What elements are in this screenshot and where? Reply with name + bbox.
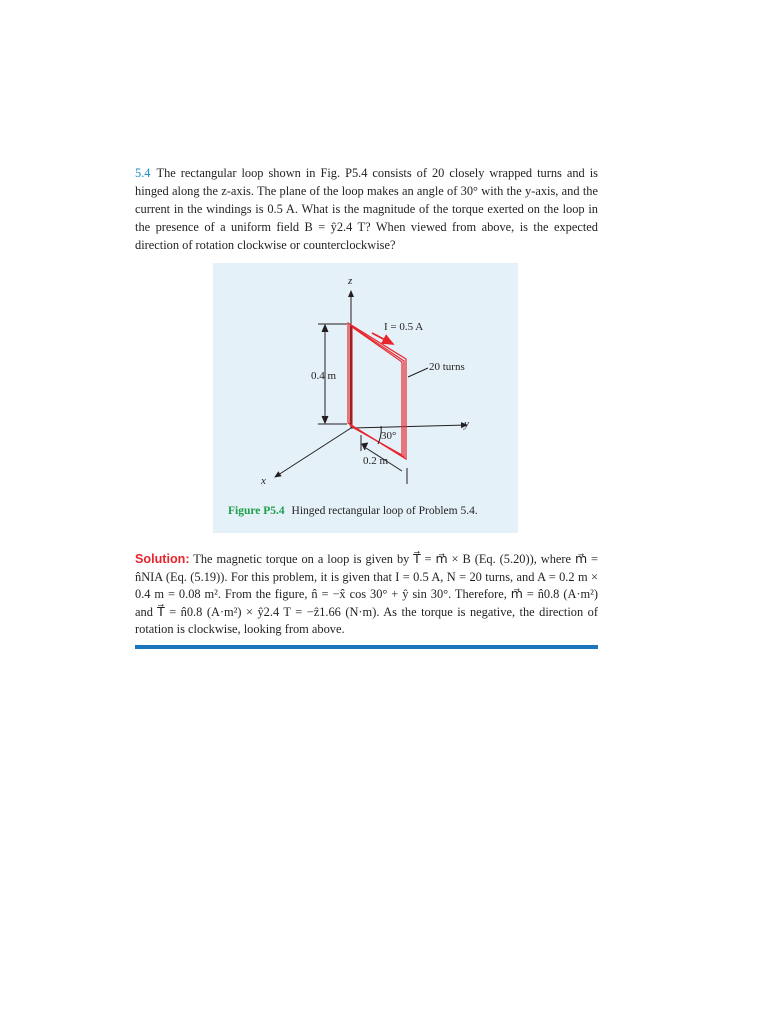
- current-label: I = 0.5 A: [384, 321, 424, 333]
- solution-text: The magnetic torque on a loop is given by T⃗ = m⃗ × B (Eq. (5.20)), where m⃗ = n̂NIA (Eq. (5.19)). For this problem, it is given that I = 0.5 A, N = 20 turns, and A = 0.2 m × 0.4 m = 0.08 m². From the figure, n̂ = −x̂ cos 30° + ŷ sin 30°. Therefore, m⃗ = n̂0.8 (A·m²) and T⃗ = n̂0.8 (A·m²) × ŷ2.4 T = −ẑ1.66 (N·m). As the torque is negative, the direction of rotation is clockwise, looking from above.: [135, 552, 598, 636]
- rectangular-loop: [348, 323, 406, 459]
- turns-leader: [408, 368, 428, 377]
- figure-caption: [228, 505, 478, 517]
- solution-label: Solution:: [135, 552, 190, 566]
- z-axis-label: z: [348, 275, 353, 287]
- figure-caption-text: Hinged rectangular loop of Problem 5.4.: [291, 505, 478, 517]
- problem-number: 5.4: [135, 166, 151, 180]
- section-divider: [135, 645, 598, 649]
- angle-label: 30°: [381, 430, 397, 442]
- figure-p5-4: [213, 263, 518, 533]
- y-axis: [351, 425, 467, 428]
- y-axis-label: y: [464, 418, 469, 430]
- width-label: 0.2 m: [363, 455, 389, 467]
- loop-diagram: [213, 263, 518, 533]
- height-label: 0.4 m: [311, 370, 337, 382]
- x-axis-label: x: [261, 475, 266, 487]
- problem-text: The rectangular loop shown in Fig. P5.4 consists of 20 closely wrapped turns and is hinged along the z-axis. The plane of the loop makes an angle of 30° with the y-axis, and the current in the windings is 0.5 A. What is the magnitude of the torque exerted on the loop in the presence of a uniform field B = ŷ2.4 T? When viewed from above, is the expected direction of rotation clockwise or counterclockwise?: [135, 166, 598, 252]
- figure-caption-label: Figure P5.4: [228, 505, 285, 517]
- x-axis: [275, 428, 351, 477]
- solution: [135, 551, 598, 639]
- problem-statement: [135, 164, 598, 254]
- turns-label: 20 turns: [429, 361, 465, 373]
